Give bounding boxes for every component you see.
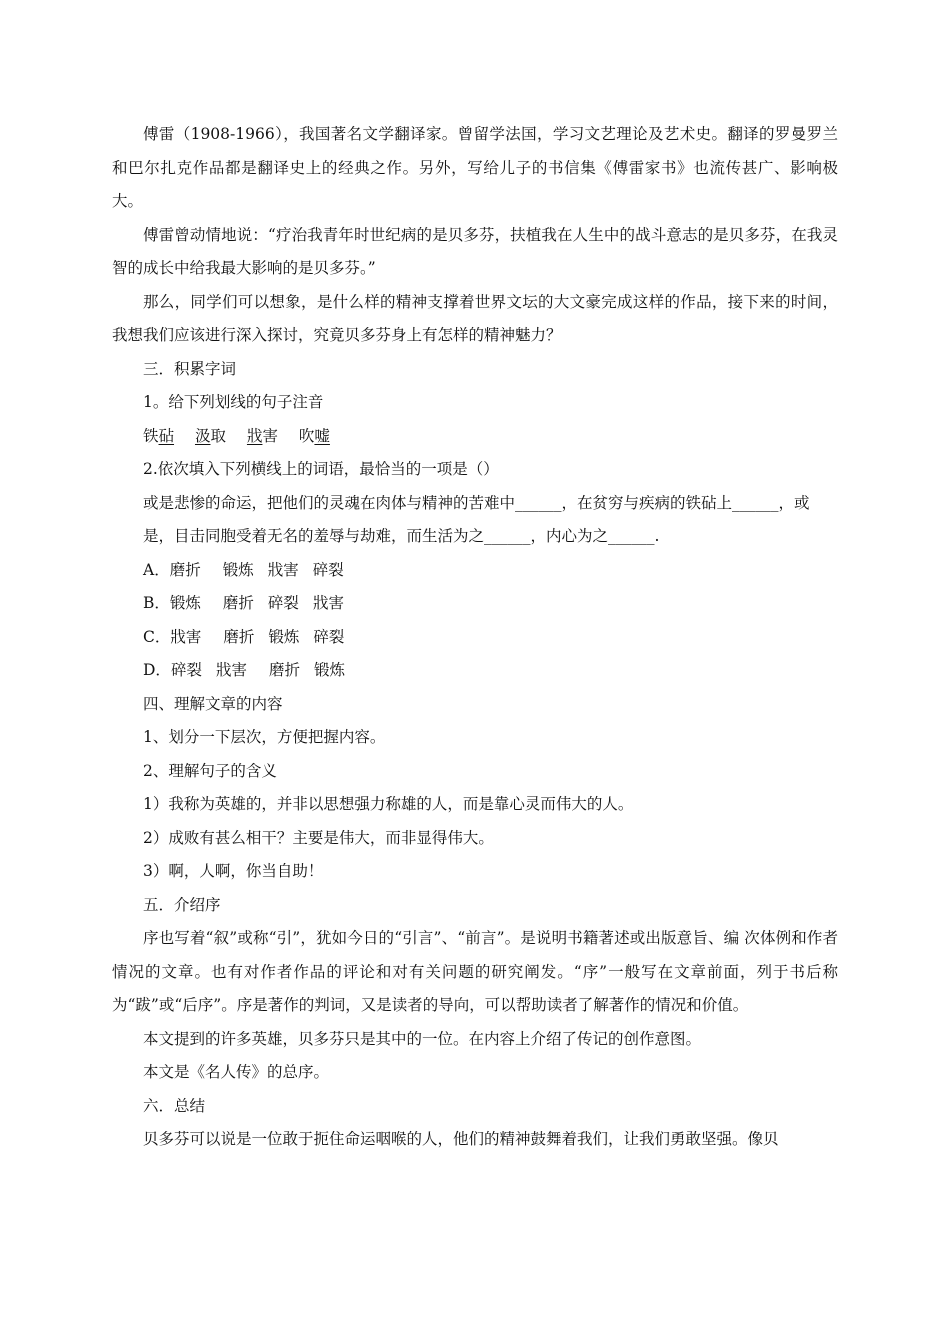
option-word: 磨折	[169, 560, 201, 579]
question-2: 2.依次填入下列横线上的词语，最恰当的一项是（）	[143, 460, 499, 478]
sentence-2: 2）成败有甚么相干？主要是伟大，而非显得伟大。	[143, 828, 494, 847]
question-1: 1。给下列划线的句子注音	[143, 393, 324, 411]
sentence-1: 1）我称为英雄的，并非以思想强力称雄的人，而是靠心灵而伟大的人。	[143, 795, 634, 813]
section-4-item-1: 1、划分一下层次，方便把握内容。	[143, 728, 386, 746]
option-word: 碎裂	[312, 560, 344, 579]
option-word: 戕害	[312, 594, 344, 612]
question-2-text: 或是悲惨的命运，把他们的灵魂在肉体与精神的苦难中______，在贫穷与疾病的铁砧上______，或是，目击同胞受着无名的羞辱与劫难，而生活为之______，内心为之______.	[143, 493, 810, 545]
sentence-3: 3）啊，人啊，你当自助！	[143, 862, 324, 880]
intro-paragraph-2: 傅雷曾动情地说：“疗治我青年时世纪病的是贝多芬，扶植我在人生中的战斗意志的是贝多芬，在我灵智的成长中给我最大影响的是贝多芬。”	[112, 225, 838, 277]
option-d	[112, 654, 838, 688]
option-b	[112, 587, 838, 621]
section-4-item-2: 2、理解句子的含义	[143, 761, 277, 780]
section-3-title: 三．积累字词	[143, 359, 237, 378]
word-item: 汲取	[194, 426, 226, 445]
option-word: 磨折	[223, 627, 255, 646]
option-label: A．	[143, 560, 170, 579]
option-label: B．	[143, 594, 170, 612]
option-label: D．	[143, 661, 171, 679]
section-6-paragraph-1: 贝多芬可以说是一位敢于扼住命运咽喉的人，他们的精神鼓舞着我们，让我们勇敢坚强。像贝	[143, 1130, 779, 1148]
option-word: 磨折	[268, 661, 300, 679]
section-4-title: 四、理解文章的内容	[143, 694, 283, 713]
option-word: 碎裂	[313, 627, 345, 646]
word-item: 戕害	[246, 426, 278, 445]
document-body	[112, 118, 838, 1157]
option-word: 锻炼	[169, 594, 201, 612]
section-6-title: 六．总结	[143, 1096, 206, 1115]
option-word: 锻炼	[313, 661, 345, 679]
option-c	[112, 621, 838, 655]
option-word: 锻炼	[268, 627, 300, 646]
section-5-paragraph-2: 本文提到的许多英雄，贝多芬只是其中的一位。在内容上介绍了传记的创作意图。	[143, 1029, 702, 1048]
section-5-title: 五．介绍序	[143, 895, 221, 914]
word-item: 吹嘘	[298, 426, 330, 445]
word-item: 铁砧	[143, 426, 175, 445]
pinyin-word-list	[112, 420, 838, 454]
option-word: 碎裂	[267, 594, 299, 612]
option-word: 碎裂	[170, 661, 202, 679]
option-word: 戕害	[267, 560, 299, 579]
option-word: 磨折	[222, 594, 254, 612]
section-5-paragraph-3: 本文是《名人传》的总序。	[143, 1063, 330, 1081]
intro-paragraph-1: 傅雷（1908-1966），我国著名文学翻译家。曾留学法国，学习文艺理论及艺术史。翻译的罗曼罗兰和巴尔扎克作品都是翻译史上的经典之作。另外，写给儿子的书信集《傅雷家书》也流传甚广、影响极大。	[112, 125, 838, 210]
section-5-paragraph-1: 序也写着“叙”或称“引”，犹如今日的“引言”、“前言”。是说明书籍著述或出版意旨、编 次体例和作者情况的文章。也有对作者作品的评论和对有关问题的研究阐发。“序”一般写在文章前面，列于书后称为“跋”或“后序”。序是著作的判词，又是读者的导向，可以帮助读者了解著作的情况和价值。	[112, 929, 838, 1014]
intro-paragraph-3: 那么，同学们可以想象，是什么样的精神支撑着世界文坛的大文豪完成这样的作品，接下来的时间，我想我们应该进行深入探讨，究竟贝多芬身上有怎样的精神魅力？	[112, 292, 838, 344]
option-word: 锻炼	[222, 560, 254, 579]
option-word: 戕害	[215, 661, 247, 679]
option-a	[112, 554, 838, 588]
option-word: 戕害	[170, 627, 202, 646]
option-label: C．	[143, 627, 171, 646]
